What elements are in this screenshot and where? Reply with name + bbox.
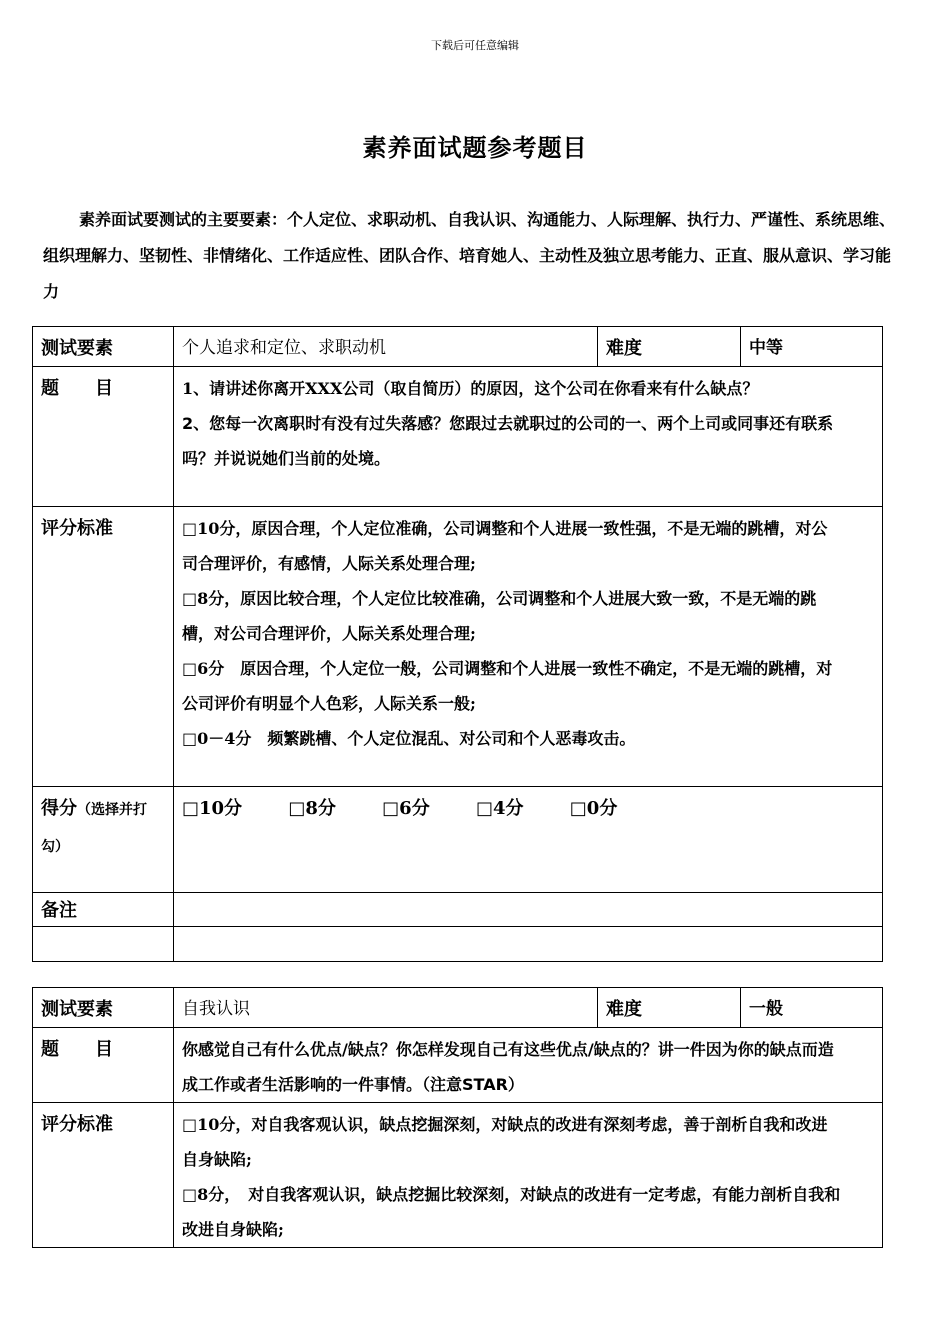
document-title: 素养面试题参考题目 (362, 133, 588, 162)
difficulty-value: 中等 (741, 327, 883, 367)
remarks-value[interactable] (174, 893, 883, 927)
remarks-label: 备注 (33, 893, 174, 927)
criteria-label: 评分标准 (33, 1103, 174, 1248)
question-1: 1、请讲述你离开XXX公司（取自简历）的原因，这个公司在你看来有什么缺点？ (182, 379, 759, 398)
score-option-6[interactable]: □6分 (382, 798, 430, 819)
score-label: 得分（选择并打勾） (33, 787, 174, 893)
criteria-label: 评分标准 (33, 507, 174, 787)
star-keyword: STAR (462, 1075, 508, 1094)
question-label: 题 目 (33, 1028, 174, 1103)
score-option-10[interactable]: □10分 (182, 798, 243, 819)
criteria-0-4: □0－4分 频繁跳槽、个人定位混乱、对公司和个人恶毒攻击。 (182, 729, 636, 748)
header-note: 下载后可任意编辑 (431, 39, 519, 52)
difficulty-label: 难度 (598, 327, 741, 367)
score-option-4[interactable]: □4分 (475, 798, 524, 819)
criteria-cell (174, 507, 883, 787)
question-cell (174, 367, 883, 507)
question-2: 2、您每一次离职时有没有过失落感？您跟过去就职过的公司的一、两个上司或同事还有联系吗？并说说她们当前的处境。 (182, 414, 834, 468)
score-option-8[interactable]: □8分 (288, 798, 336, 819)
score-options (174, 787, 883, 893)
criteria-10: □10分，原因合理，个人定位准确，公司调整和个人进展一致性强，不是无端的跳槽，对公司合理评价，有感情，人际关系处理合理; (182, 519, 828, 573)
question-cell: 你感觉自己有什么优点/缺点？你怎样发现自己有这些优点/缺点的？讲一件因为你的缺点而造成工作或者生活影响的一件事情。（注意STAR） (174, 1028, 883, 1103)
criteria-8: □8分， 对自我客观认识，缺点挖掘比较深刻，对缺点的改进有一定考虑，有能力剖析自我和改进自身缺陷; (182, 1185, 841, 1239)
criteria-8: □8分，原因比较合理，个人定位比较准确，公司调整和个人进展大致一致，不是无端的跳槽，对公司合理评价，人际关系处理合理; (182, 589, 817, 643)
difficulty-value: 一般 (741, 988, 883, 1028)
blank-cell (33, 927, 174, 962)
element-label: 测试要素 (33, 327, 174, 367)
question-table-2 (32, 987, 883, 1248)
element-value: 自我认识 (174, 988, 598, 1028)
question-table-1 (32, 326, 883, 962)
element-value: 个人追求和定位、求职动机 (174, 327, 598, 367)
criteria-cell (174, 1103, 883, 1248)
score-option-0[interactable]: □0分 (569, 798, 618, 819)
criteria-6: □6分 原因合理，个人定位一般，公司调整和个人进展一致性不确定，不是无端的跳槽，对公司评价有明显个人色彩，人际关系一般; (182, 659, 833, 713)
criteria-10: □10分，对自我客观认识，缺点挖掘深刻，对缺点的改进有深刻考虑，善于剖析自我和改进自身缺陷; (182, 1115, 828, 1169)
element-label: 测试要素 (33, 988, 174, 1028)
intro-paragraph: 素养面试要测试的主要要素：个人定位、求职动机、自我认识、沟通能力、人际理解、执行力、严谨性、系统思维、组织理解力、坚韧性、非情绪化、工作适应性、团队合作、培育她人、主动性及独立思考能力、正直、服从意识、学习能力 (43, 210, 896, 301)
difficulty-label: 难度 (598, 988, 741, 1028)
question-label: 题 目 (33, 367, 174, 507)
blank-cell-wide (174, 927, 883, 962)
